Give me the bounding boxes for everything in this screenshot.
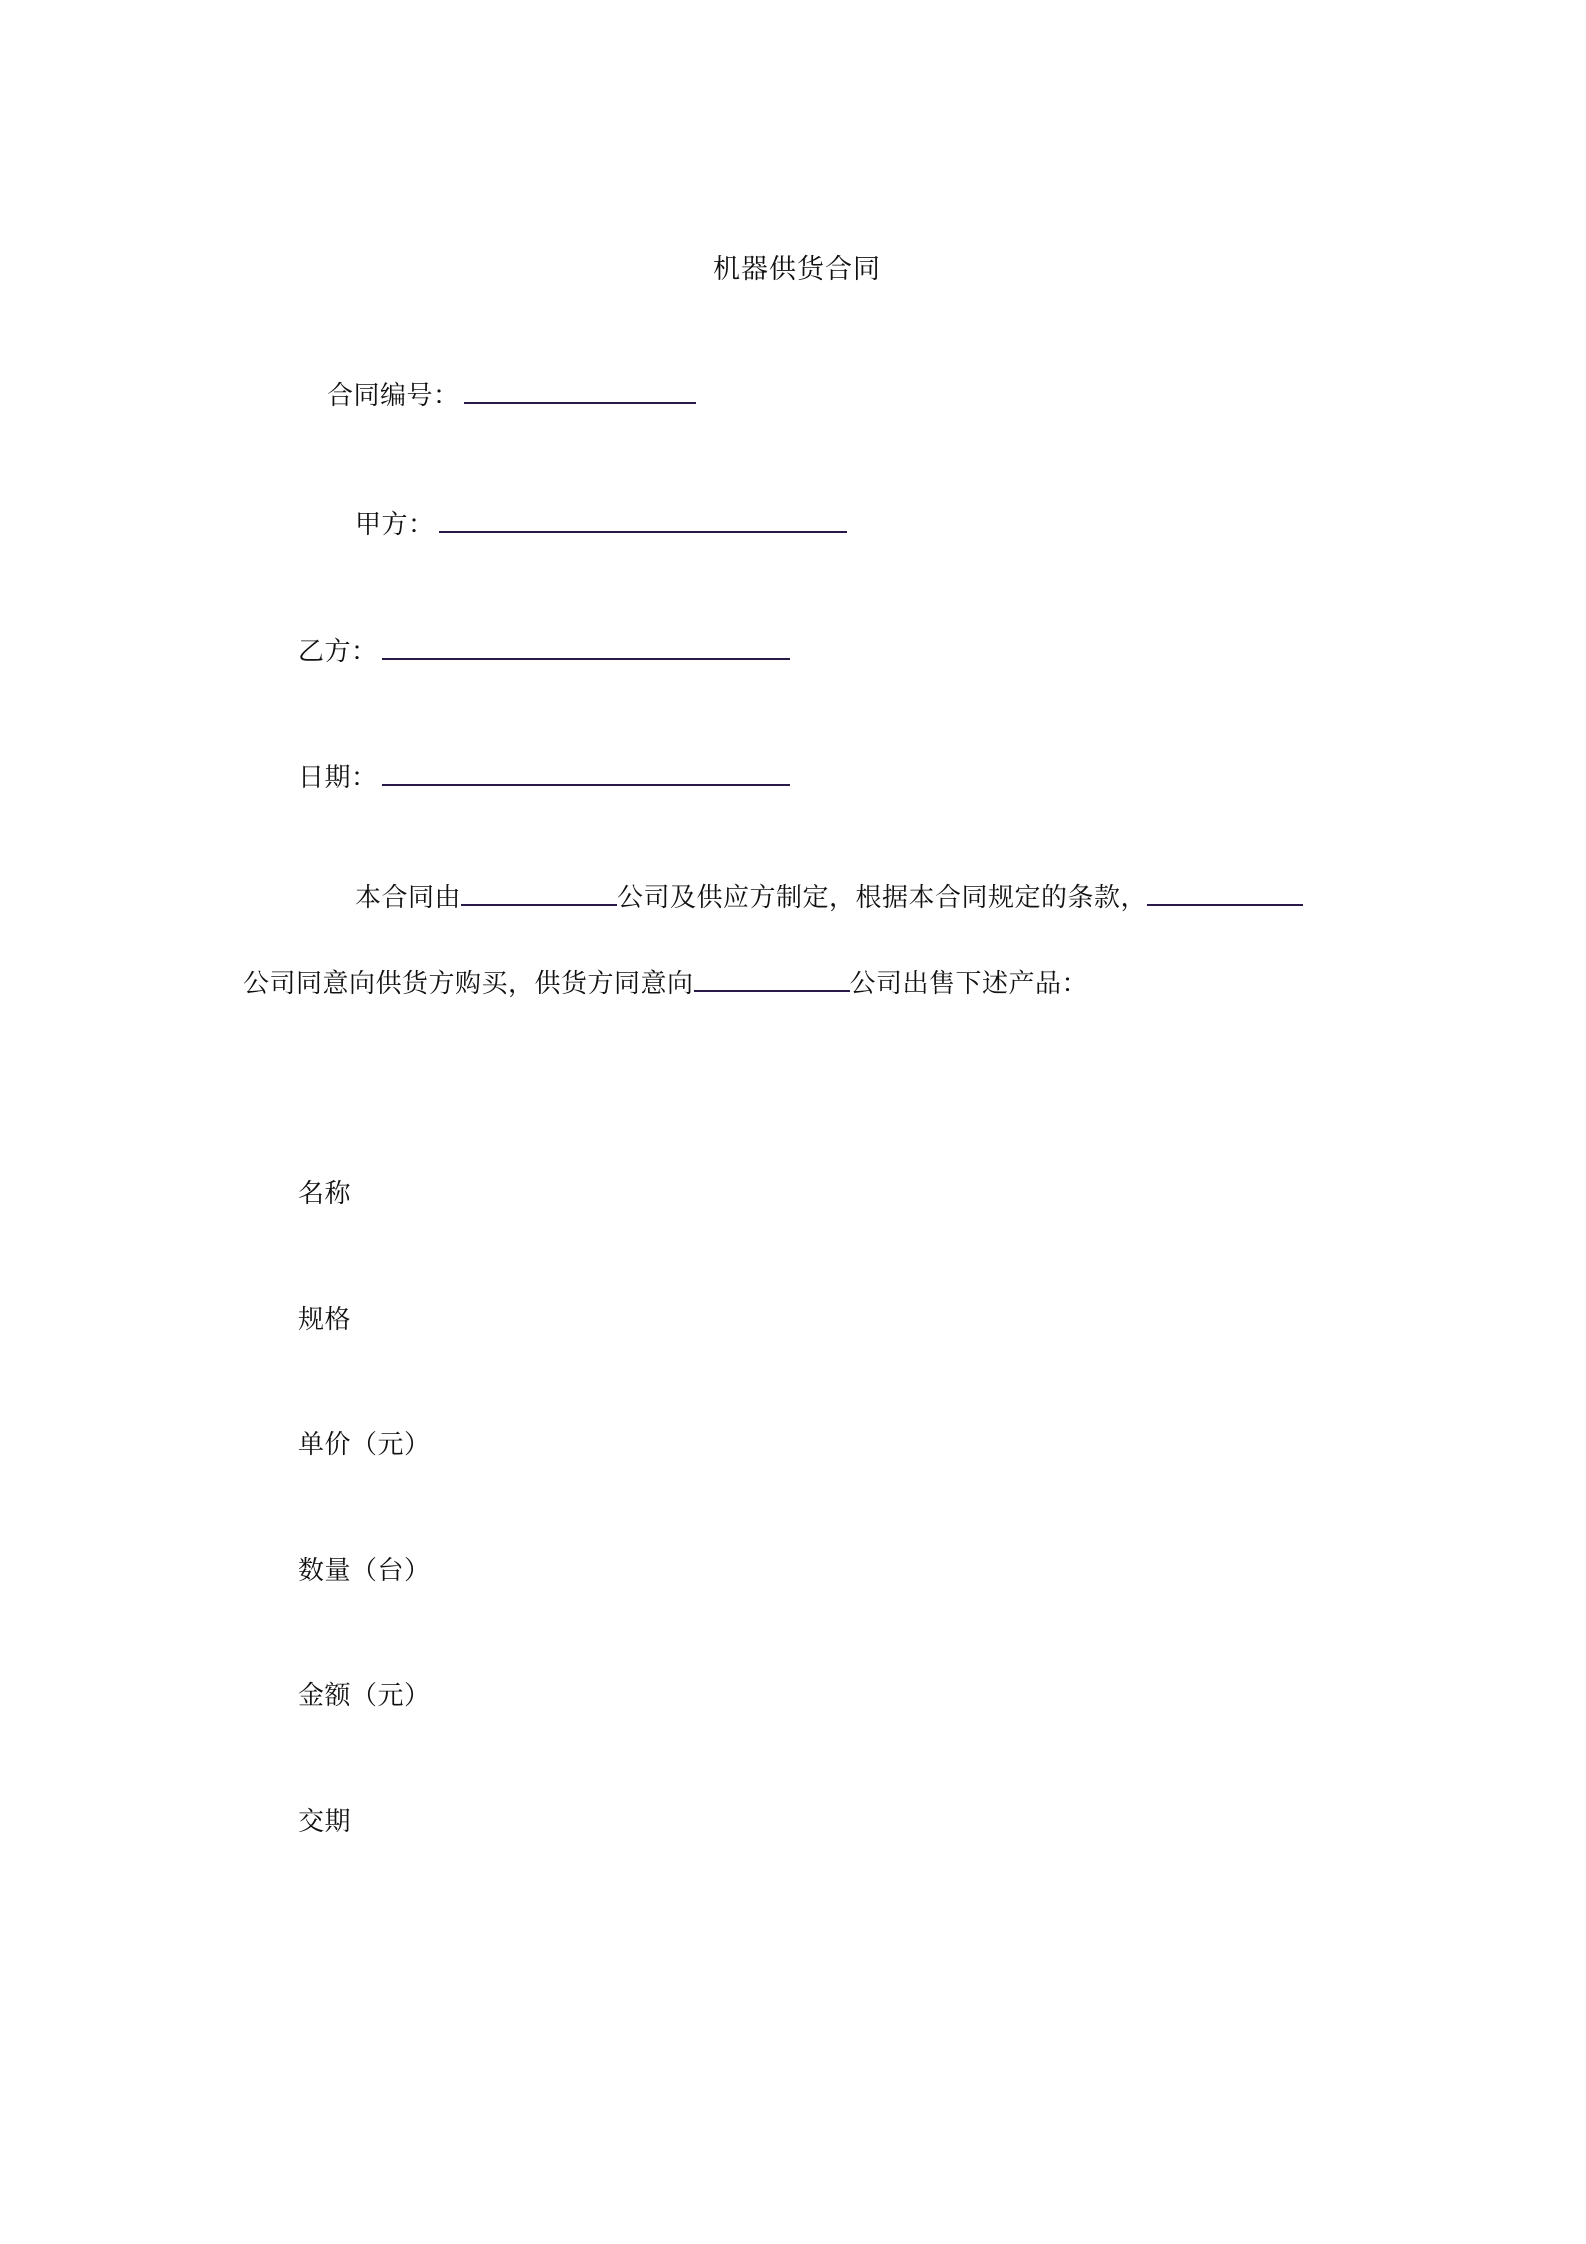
contract-number-blank[interactable] xyxy=(464,378,696,404)
paragraph-text-1: 本合同由 xyxy=(355,883,462,913)
item-amount-label: 金额（元） xyxy=(298,1681,431,1711)
item-delivery-label: 交期 xyxy=(298,1807,352,1837)
item-unit-price-label: 单价（元） xyxy=(298,1430,431,1460)
paragraph-text-4: 公司出售下述产品： xyxy=(849,969,1089,999)
party-b-label: 乙方： xyxy=(298,637,378,667)
paragraph-line-2 xyxy=(243,966,1088,1002)
document-title: 机器供货合同 xyxy=(713,254,881,285)
company-blank-1[interactable] xyxy=(461,880,617,906)
party-a-blank[interactable] xyxy=(439,507,847,533)
item-name-label: 名称 xyxy=(298,1179,352,1209)
date-label: 日期： xyxy=(298,763,378,793)
date-blank[interactable] xyxy=(382,760,790,786)
paragraph-text-2: 公司及供应方制定，根据本合同规定的条款， xyxy=(617,883,1148,913)
contract-number-label: 合同编号： xyxy=(327,381,460,411)
party-a-label: 甲方： xyxy=(355,510,435,540)
paragraph-text-3: 公司同意向供货方购买，供货方同意向 xyxy=(243,969,694,999)
paragraph-line-1 xyxy=(355,880,1303,916)
item-spec-label: 规格 xyxy=(298,1305,352,1335)
contract-number-row xyxy=(327,378,698,414)
date-row xyxy=(298,760,792,796)
company-blank-3[interactable] xyxy=(694,966,850,992)
party-a-row xyxy=(355,507,849,543)
item-quantity-label: 数量（台） xyxy=(298,1556,431,1586)
party-b-row xyxy=(298,634,792,670)
company-blank-2[interactable] xyxy=(1147,880,1303,906)
party-b-blank[interactable] xyxy=(382,634,790,660)
